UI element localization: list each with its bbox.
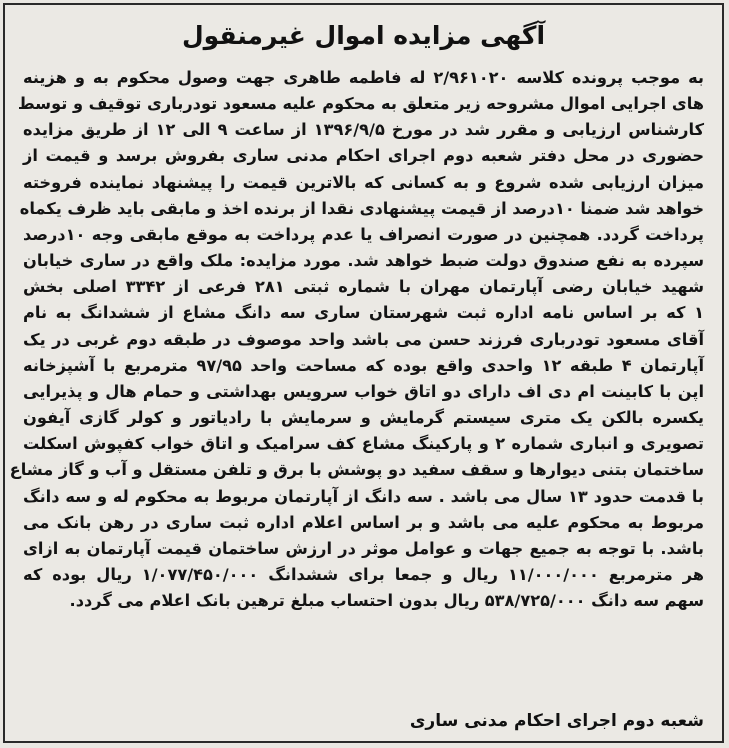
- body-line: سپرده به نفع صندوق دولت ضبط خواهد شد. مورد مزایده: ملک واقع در ساری خیابان: [23, 251, 704, 271]
- body-line: اپن با کابینت ام دی اف دارای دو اتاق خواب سرویس بهداشتی و حمام هال و پذیرایی: [23, 381, 704, 401]
- signature: شعبه دوم اجرای احکام مدنی ساری: [409, 711, 704, 731]
- body-line: تصویری و انباری شماره ۲ و پارکینگ مشاع کف سرامیک و اتاق خواب کفپوش اسکلت: [23, 434, 704, 454]
- body-line: خواهد شد ضمنا ۱۰درصد از قیمت پیشنهادی نقدا از برنده اخذ و مابقی باید ظرف یکماه: [19, 198, 704, 218]
- body-line: پرداخت گردد. همچنین در صورت انصراف یا عدم پرداخت به موقع مابقی وجه ۱۰درصد: [23, 224, 704, 244]
- body-line: مربوط به محکوم علیه می باشد و بر اساس اعلام اداره ثبت ساری در رهن بانک می: [23, 512, 704, 532]
- body-line: سهم سه دانگ ۵۳۸/۷۲۵/۰۰۰ ریال بدون احتساب مبلغ ترهین بانک اعلام می گردد.: [69, 591, 704, 611]
- body-line: ۱ که بر اساس نامه اداره ثبت شهرستان ساری سه دانگ مشاع از ششدانگ به نام: [23, 303, 704, 323]
- body-line: های اجرایی اموال مشروحه زیر متعلق به محکوم علیه مسعود تودرباری توقیف و توسط: [17, 94, 704, 114]
- body-line: آپارتمان ۴ طبقه ۱۲ واحدی واقع بوده که مساحت واحد ۹۷/۹۵ مترمربع با آشپزخانه: [23, 355, 704, 375]
- notice-title: آگهی مزایده اموال غیرمنقول: [181, 21, 546, 50]
- body-line: آقای مسعود تودرباری فرزند حسن می باشد واحد موصوف در طبقه دوم غربی در یک: [23, 329, 704, 349]
- body-line: با قدمت حدود ۱۳ سال می باشد . سه دانگ از آپارتمان مربوط به محکوم له و سه دانگ: [23, 486, 705, 506]
- body-line: ساختمان بتنی دیوارها و سقف سفید دو پوشش با برق و تلفن مستقل و آب و گاز مشاع: [9, 460, 704, 480]
- body-line: کارشناس ارزیابی و مقرر شد در مورخ ۱۳۹۶/۹/۵ از ساعت ۹ الی ۱۲ از طریق مزایده: [23, 120, 704, 140]
- body-line: باشد. با توجه به جمیع جهات و عوامل موثر در ارزش ساختمان قیمت آپارتمان به ازای: [23, 538, 704, 558]
- body-line: شهید خیابان رضی آپارتمان مهران با شماره ثبتی ۲۸۱ فرعی از ۳۳۴۲ اصلی بخش: [23, 277, 705, 297]
- body-line: میزان ارزیابی شده شروع و به کسانی که بالاترین قیمت را پیشنهاد نماینده فروخته: [23, 172, 704, 192]
- body-line: به موجب پرونده کلاسه ۲/۹۶۱۰۲۰ له فاطمه طاهری جهت وصول محکوم به و هزینه: [23, 68, 705, 87]
- notice-body: [9, 65, 705, 614]
- body-line: یکسره بالکن یک متری سیستم گرمایش و سرمایش با رادیاتور و کولر گازی آیفون: [23, 408, 704, 428]
- body-line: هر مترمربع ۱۱/۰۰۰/۰۰۰ ریال و جمعا برای ششدانگ ۱/۰۷۷/۴۵۰/۰۰۰ ریال بوده که: [23, 564, 704, 584]
- body-line: حضوری در محل دفتر شعبه دوم اجرای احکام مدنی ساری بفروش برسد و قیمت از: [23, 146, 704, 166]
- notice-frame: [3, 3, 724, 743]
